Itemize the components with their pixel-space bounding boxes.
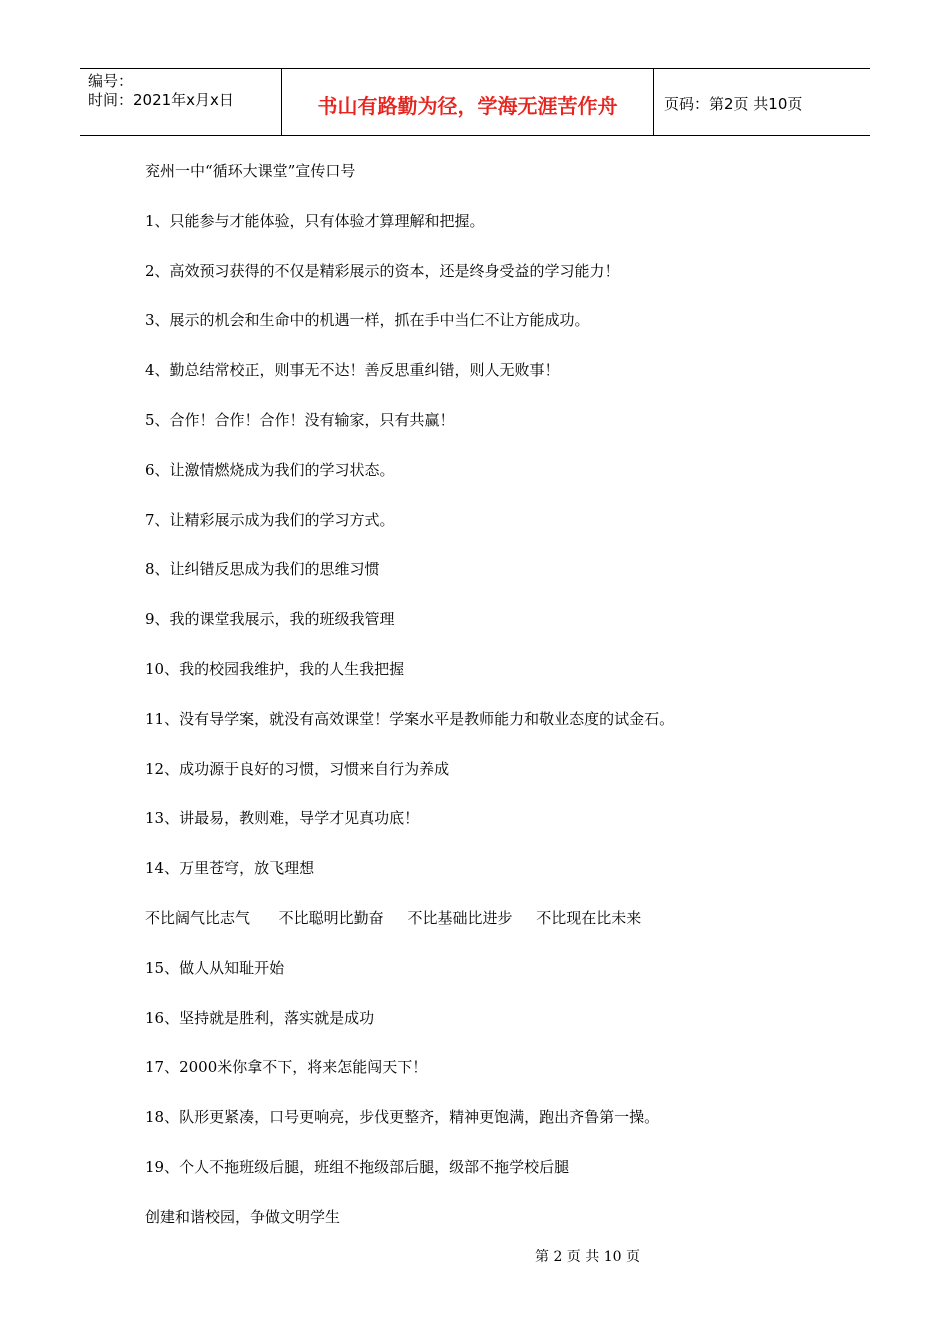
list-item: 16、坚持就是胜利，落实就是成功 bbox=[145, 1008, 375, 1027]
list-item: 14、万里苍穹，放飞理想 bbox=[145, 859, 315, 878]
list-item: 15、做人从知耻开始 bbox=[145, 958, 285, 977]
list-item: 创建和谐校园，争做文明学生 bbox=[145, 1207, 341, 1226]
date-label: 时间：2021年x月x日 bbox=[88, 91, 234, 109]
list-item: 8、让纠错反思成为我们的思维习惯 bbox=[145, 560, 380, 579]
document-title: 兖州一中“循环大课堂”宣传口号 bbox=[145, 162, 356, 180]
list-item: 2、高效预习获得的不仅是精彩展示的资本，还是终身受益的学习能力！ bbox=[145, 261, 620, 280]
list-item: 5、合作！合作！合作！没有输家，只有共赢！ bbox=[145, 410, 455, 429]
list-item: 10、我的校园我维护，我的人生我把握 bbox=[145, 659, 405, 678]
header-motto: 书山有路勤为径，学海无涯苦作舟 bbox=[282, 69, 654, 135]
list-item: 12、成功源于良好的习惯，习惯来自行为养成 bbox=[145, 759, 450, 778]
page-header bbox=[80, 68, 870, 136]
list-item: 不比阔气比志气 不比聪明比勤奋 不比基础比进步 不比现在比未来 bbox=[145, 908, 642, 927]
list-item: 7、让精彩展示成为我们的学习方式。 bbox=[145, 510, 395, 529]
list-item: 6、让激情燃烧成为我们的学习状态。 bbox=[145, 460, 395, 479]
page-footer: 第 2 页 共 10 页 bbox=[535, 1249, 640, 1265]
list-item: 19、个人不拖班级后腿，班组不拖级部后腿，级部不拖学校后腿 bbox=[145, 1157, 570, 1176]
header-page-info: 页码：第2页 共10页 bbox=[664, 94, 803, 113]
list-item: 13、讲最易，教则难，导学才见真功底！ bbox=[145, 809, 420, 828]
list-item: 11、没有导学案，就没有高效课堂！学案水平是教师能力和敬业态度的试金石。 bbox=[145, 709, 675, 728]
list-item: 4、勤总结常校正，则事无不达！善反思重纠错，则人无败事！ bbox=[145, 361, 560, 380]
number-label: 编号： bbox=[88, 72, 134, 90]
document-body bbox=[145, 159, 845, 1255]
list-item: 18、队形更紧凑，口号更响亮，步伐更整齐，精神更饱满，跑出齐鲁第一操。 bbox=[145, 1108, 660, 1127]
list-item: 9、我的课堂我展示，我的班级我管理 bbox=[145, 610, 395, 629]
list-item: 3、展示的机会和生命中的机遇一样，抓在手中当仁不让方能成功。 bbox=[145, 311, 590, 330]
list-item: 17、2000米你拿不下，将来怎能闯天下！ bbox=[145, 1058, 428, 1077]
list-item: 1、只能参与才能体验，只有体验才算理解和把握。 bbox=[145, 211, 485, 230]
header-meta bbox=[80, 69, 282, 135]
